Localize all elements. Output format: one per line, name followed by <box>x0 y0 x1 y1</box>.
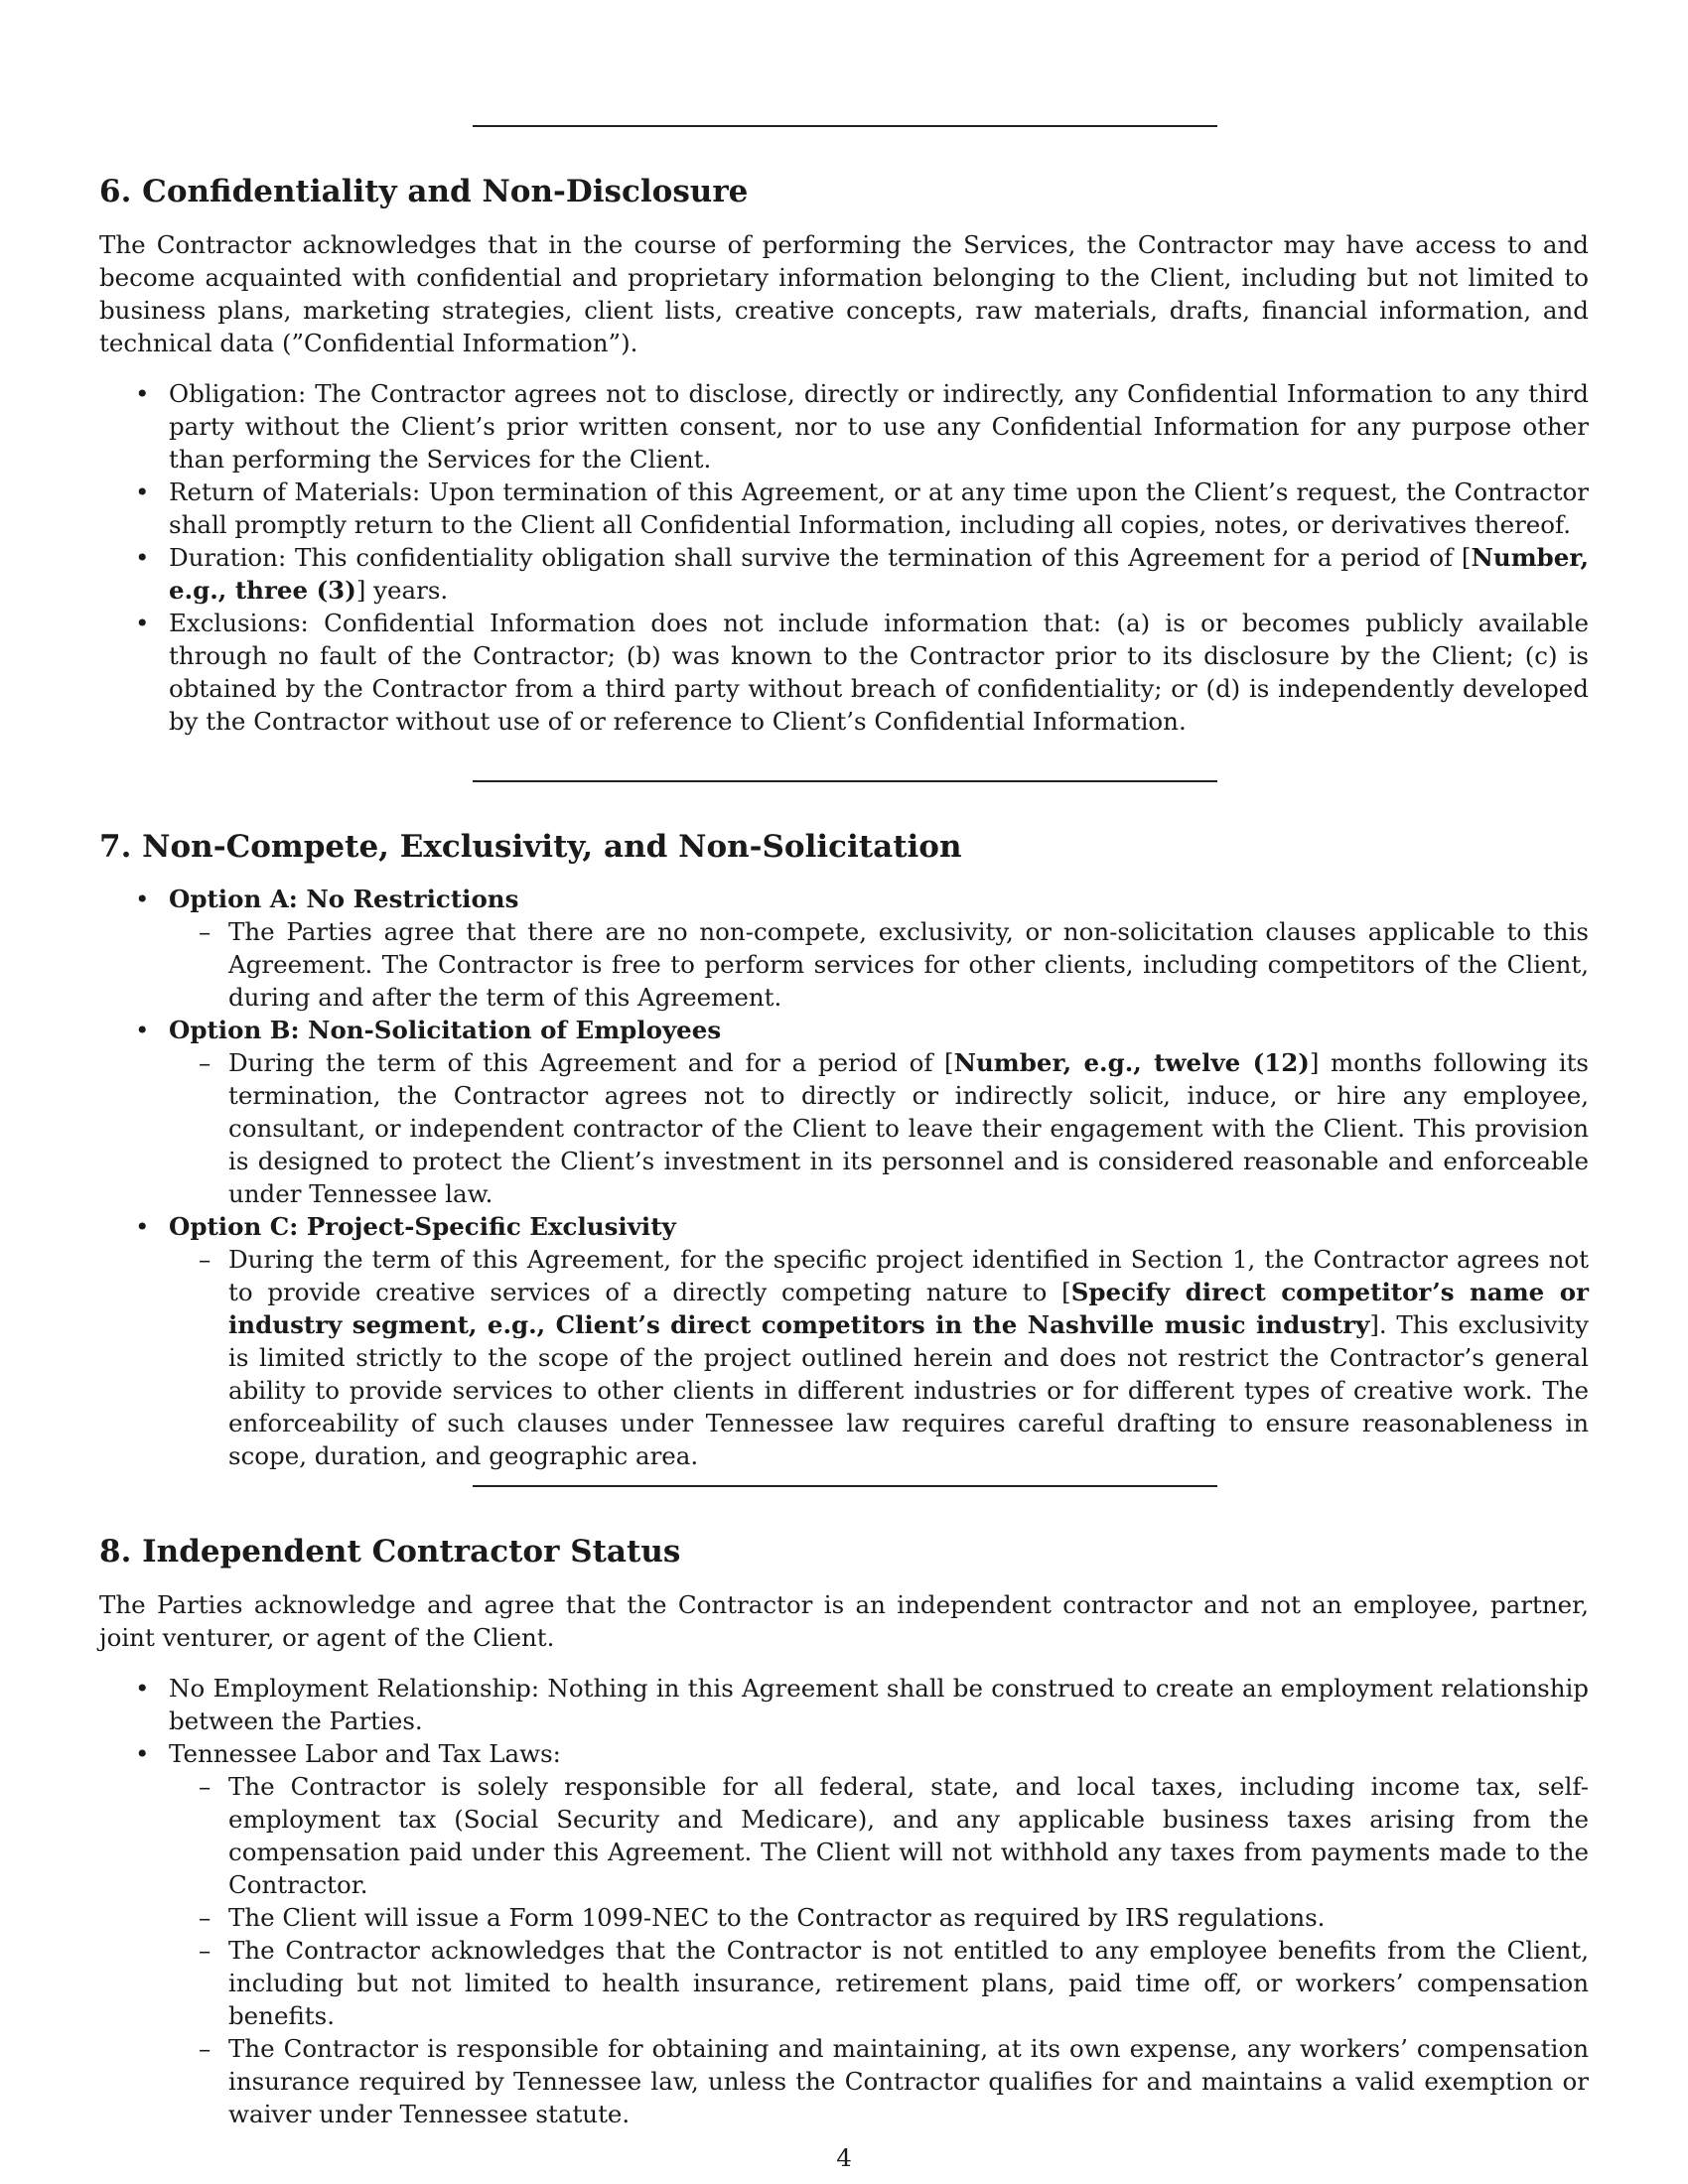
option-b-title: Option B: Non-Solicitation of Employees <box>169 1016 722 1044</box>
section-divider <box>473 125 1217 127</box>
document-page <box>99 0 1589 2184</box>
tn-laws-item: • Tennessee Labor and Tax Laws: – The Contractor is solely responsible for all federal, state, and local taxes, including income tax, self-employment tax (Social Security and Medicare), and any applicable business taxes arising from the compensation paid under this Agreement. The Client will not withhold any taxes from payments made to the Contractor. – The Client will issue a Form 1099-NEC to the Contractor as required by IRS regulations. – The Contractor acknowledges that the Contractor is not entitled to any employee benefits from the Client, including but not limited to health insurance, retirement plans, paid time off, or workers’ compensation benefits. – The Contractor is responsible for obtaining and maintaining, at its own expense, any workers’ compensation insurance required by Tennessee law, unless the Contractor qualifies for and maintains a valid exemption or waiver under Tennessee statute. <box>99 1737 1589 2130</box>
option-c-text: – During the term of this Agreement, for the specific project identified in Section 1, the Contractor agrees not to provide creative services of a directly competing nature to [Specify direct competitor’s name or industry segment, e.g., Client’s direct competitors in the Nashville music industry]. This exclusivity is limited strictly to the scope of the project outlined herein and does not restrict the Contractor’s general ability to provide services to other clients in different industries or for different types of creative work. The enforceability of such clauses under Tennessee law requires careful drafting to ensure reasonableness in scope, duration, and geographic area. <box>169 1243 1589 1472</box>
section-7-heading: 7. Non-Compete, Exclusivity, and Non-Solicitation <box>99 829 962 865</box>
section-6-intro: The Contractor acknowledges that in the course of performing the Services, the Contractor may have access to and become acquainted with confidential and proprietary information belonging to the Client, including but not limited to business plans, marketing strategies, client lists, creative concepts, raw materials, drafts, financial information, and technical data (”Confidential Information”). <box>99 230 1589 357</box>
no-employment-item: • No Employment Relationship: Nothing in this Agreement shall be construed to create an employment relationship between the Parties. <box>99 1672 1589 1737</box>
duration-item: • Duration: This confidentiality obligation shall survive the termination of this Agreement for a period of [Number, e.g., three (3)] years. <box>99 541 1589 607</box>
section-divider <box>473 1485 1217 1487</box>
option-c-title: Option C: Project-Specific Exclusivity <box>169 1212 676 1241</box>
section-6-list <box>99 377 1589 738</box>
taxes-item: – The Contractor is solely responsible for all federal, state, and local taxes, including income tax, self-employment tax (Social Security and Medicare), and any applicable business taxes arising from the compensation paid under this Agreement. The Client will not withhold any taxes from payments made to the Contractor. <box>169 1770 1589 1901</box>
option-a-text: – The Parties agree that there are no non-compete, exclusivity, or non-solicitation clauses applicable to this Agreement. The Contractor is free to perform services for other clients, including competitors of the Client, during and after the term of this Agreement. <box>169 915 1589 1014</box>
section-8-list <box>99 1672 1589 2130</box>
section-divider <box>473 780 1217 782</box>
section-8-heading: 8. Independent Contractor Status <box>99 1534 681 1570</box>
section-8-intro: The Parties acknowledge and agree that the Contractor is an independent contractor and not an employee, partner, joint venturer, or agent of the Client. <box>99 1590 1589 1652</box>
option-b <box>99 1014 1589 1210</box>
exclusions-item: • Exclusions: Confidential Information does not include information that: (a) is or becomes publicly available through no fault of the Contractor; (b) was known to the Contractor prior to its disclosure by the Client; (c) is obtained by the Contractor from a third party without breach of confidentiality; or (d) is independently developed by the Contractor without use of or reference to Client’s Confidential Information. <box>99 607 1589 738</box>
section-7-list <box>99 883 1589 1472</box>
section-6-heading: 6. Confidentiality and Non-Disclosure <box>99 174 749 209</box>
form-item: – The Client will issue a Form 1099-NEC to the Contractor as required by IRS regulations. <box>169 1901 1589 1934</box>
option-a-title: Option A: No Restrictions <box>169 885 519 913</box>
option-c <box>99 1210 1589 1472</box>
page-number: 4 <box>836 2143 852 2172</box>
option-b-text: – During the term of this Agreement and for a period of [Number, e.g., twelve (12)] months following its termination, the Contractor agrees not to directly or indirectly solicit, induce, or hire any employee, consultant, or independent contractor of the Client to leave their engagement with the Client. This provision is designed to protect the Client’s investment in its personnel and is considered reasonable and enforceable under Tennessee law. <box>169 1046 1589 1210</box>
insurance-item: – The Contractor is responsible for obtaining and maintaining, at its own expense, any workers’ compensation insurance required by Tennessee law, unless the Contractor qualifies for and maintains a valid exemption or waiver under Tennessee statute. <box>169 2032 1589 2130</box>
obligation-item: • Obligation: The Contractor agrees not to disclose, directly or indirectly, any Confidential Information to any third party without the Client’s prior written consent, nor to use any Confidential Information for any purpose other than performing the Services for the Client. <box>99 377 1589 476</box>
option-a <box>99 883 1589 1014</box>
return-item: • Return of Materials: Upon termination of this Agreement, or at any time upon the Client’s request, the Contractor shall promptly return to the Client all Confidential Information, including all copies, notes, or derivatives thereof. <box>99 476 1589 541</box>
benefits-item: – The Contractor acknowledges that the Contractor is not entitled to any employee benefits from the Client, including but not limited to health insurance, retirement plans, paid time off, or workers’ compensation benefits. <box>169 1934 1589 2032</box>
